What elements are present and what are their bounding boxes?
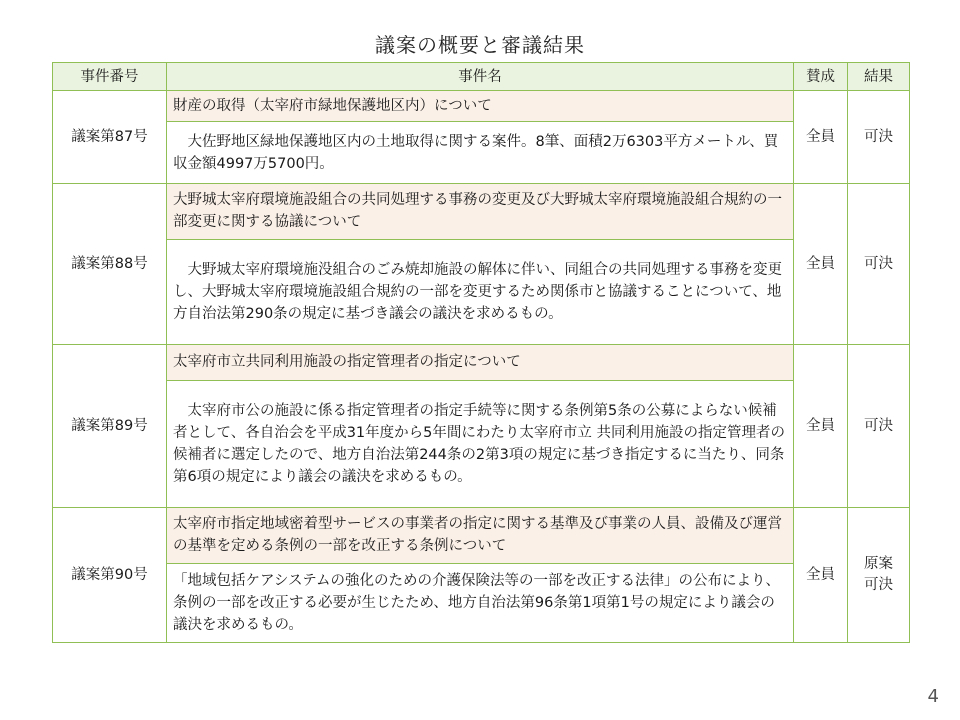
bill-subject: 大野城太宰府環境施設組合の共同処理する事務の変更及び大野城太宰府環境施設組合規約の一部変更に関する協議について bbox=[167, 184, 794, 240]
bill-detail: 「地域包括ケアシステムの強化のための介護保険法等の一部を改正する法律」の公布により、条例の一部を改正する必要が生じたため、地方自治法第96条第1項第1号の規定により議会の議決を求めるもの。 bbox=[167, 564, 794, 643]
table-row bbox=[53, 381, 910, 508]
bill-detail: 太宰府市公の施設に係る指定管理者の指定手続等に関する条例第5条の公募によらない候補者として、各自治会を平成31年度から5年間にわたり太宰府市立 共同利用施設の指定管理者の候補者に選定したので、地方自治法第244条の2第3項の規定に基づき指定するに当たり、同条第6項の規定により議会の議決を求めるもの。 bbox=[167, 381, 794, 508]
table-header bbox=[53, 63, 910, 91]
bill-number: 議案第89号 bbox=[53, 345, 167, 508]
bill-number: 議案第88号 bbox=[53, 184, 167, 345]
table-body bbox=[53, 91, 910, 643]
bill-result: 可決 bbox=[848, 345, 910, 508]
bill-detail: 大野城太宰府環境施没組合のごみ焼却施設の解体に伴い、同組合の共同処理する事務を変更し、大野城太宰府環境施設組合規約の一部を変更するため関係市と協議することについて、地方自治法第290条の規定に基づき議会の議決を求めるもの。 bbox=[167, 240, 794, 345]
bill-vote: 全員 bbox=[794, 508, 848, 643]
table-row bbox=[53, 240, 910, 345]
table-row bbox=[53, 508, 910, 564]
bill-subject: 財産の取得（太宰府市緑地保護地区内）について bbox=[167, 91, 794, 122]
column-header-result: 結果 bbox=[848, 63, 910, 91]
column-header-number: 事件番号 bbox=[53, 63, 167, 91]
table-row bbox=[53, 345, 910, 381]
bill-vote: 全員 bbox=[794, 184, 848, 345]
bill-result-line: 原案 bbox=[864, 556, 893, 572]
page-number: 4 bbox=[927, 686, 939, 707]
table-row bbox=[53, 91, 910, 122]
bill-number: 議案第90号 bbox=[53, 508, 167, 643]
bill-vote: 全員 bbox=[794, 345, 848, 508]
column-header-vote: 賛成 bbox=[794, 63, 848, 91]
slide-title: 議案の概要と審議結果 bbox=[375, 33, 585, 57]
column-header-name: 事件名 bbox=[167, 63, 794, 91]
header-row bbox=[53, 63, 910, 91]
bill-subject: 太宰府市指定地域密着型サービスの事業者の指定に関する基準及び事業の人員、設備及び運営の基準を定める条例の一部を改正する条例について bbox=[167, 508, 794, 564]
bill-detail: 大佐野地区緑地保護地区内の土地取得に関する案件。8筆、面積2万6303平方メートル、買収金額4997万5700円。 bbox=[167, 122, 794, 184]
bill-result-line: 可決 bbox=[864, 577, 893, 593]
table-row bbox=[53, 184, 910, 240]
agenda-table bbox=[52, 62, 910, 643]
table-row bbox=[53, 122, 910, 184]
table-row bbox=[53, 564, 910, 643]
bill-result: 可決 bbox=[848, 91, 910, 184]
bill-number: 議案第87号 bbox=[53, 91, 167, 184]
bill-subject: 太宰府市立共同利用施設の指定管理者の指定について bbox=[167, 345, 794, 381]
bill-vote: 全員 bbox=[794, 91, 848, 184]
bill-result bbox=[848, 508, 910, 643]
bill-result: 可決 bbox=[848, 184, 910, 345]
